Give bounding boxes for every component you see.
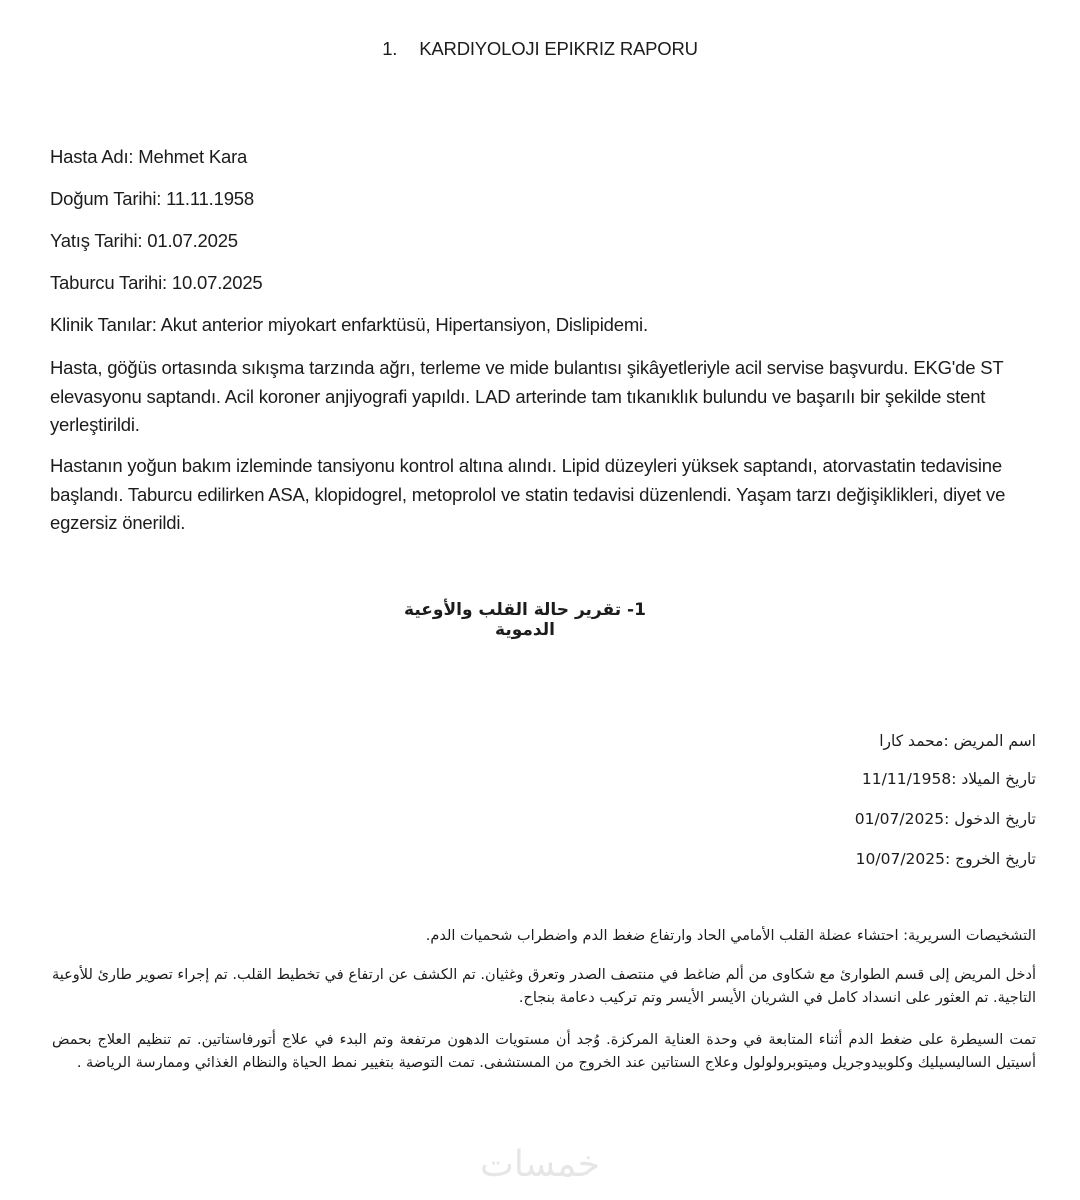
birth-date-field: Doğum Tarihi: 11.11.1958 xyxy=(50,188,254,209)
title-number: 1. xyxy=(382,38,398,59)
arabic-clinical-diagnoses: التشخيصات السريرية: احتشاء عضلة القلب الأمامي الحاد وارتفاع ضغط الدم واضطراب شحميات الدم. xyxy=(425,928,1036,944)
arabic-clinical-history-paragraph: أدخل المريض إلى قسم الطوارئ مع شكاوى من ألم ضاغط في منتصف الصدر وتعرق وغثيان. تم الكشف عن ارتفاع في تخطيط القلب. تم إجراء تصوير طارئ للأوعية التاجية. تم العثور على انسداد كامل في الشريان الأيسر الأيسر وتم تركيب دعامة بنجاح. xyxy=(52,967,1036,1006)
arabic-patient-name-field: اسم المريض :محمد كارا xyxy=(879,732,1036,750)
clinical-diagnoses: Klinik Tanılar: Akut anterior miyokart enfarktüsü, Hipertansiyon, Dislipidemi. xyxy=(50,314,648,335)
admission-date-field: Yatış Tarihi: 01.07.2025 xyxy=(50,230,238,251)
discharge-date-field: Taburcu Tarihi: 10.07.2025 xyxy=(50,272,263,293)
turkish-report-title xyxy=(0,38,1080,60)
arabic-discharge-date-field: تاريخ الخروج :10/07/2025 xyxy=(855,850,1036,868)
patient-name-field: Hasta Adı: Mehmet Kara xyxy=(50,146,248,167)
arabic-treatment-paragraph: تمت السيطرة على ضغط الدم أثناء المتابعة في وحدة العناية المركزة. وُجد أن مستويات الدهون مرتفعة وتم البدء في علاج أتورفاستاتين. تم تنظيم العلاج بحمض أسيتيل الساليسيليك وكلوبيدوجريل وميتوبرولولول وعلاج الستاتين عند الخروج من المستشفى. تمت التوصية بتغيير نمط الحياة والنظام الغذائي وممارسة الرياضة . xyxy=(52,1032,1036,1071)
treatment-paragraph: Hastanın yoğun bakım izleminde tansiyonu kontrol altına alındı. Lipid düzeyleri yüksek saptandı, atorvastatin tedavisine başlandı. Taburcu edilirken ASA, klopidogrel, metoprolol ve statin tedavisi düzenlendi. Yaşam tarzı değişiklikleri, diyet ve egzersiz önerildi. xyxy=(50,455,1006,533)
arabic-report-title: 1- تقرير حالة القلب والأوعية الدموية xyxy=(404,600,646,640)
watermark-logo: خمسات xyxy=(479,1144,601,1185)
arabic-birth-date-field: تاريخ الميلاد :11/11/1958 xyxy=(861,770,1036,788)
title-text: KARDIYOLOJI EPIKRIZ RAPORU xyxy=(419,38,698,59)
arabic-admission-date-field: تاريخ الدخول :01/07/2025 xyxy=(854,810,1036,828)
clinical-history-paragraph: Hasta, göğüs ortasında sıkışma tarzında ağrı, terleme ve mide bulantısı şikâyetleriyle acil servise başvurdu. EKG'de ST elevasyonu saptandı. Acil koroner anjiyografi yapıldı. LAD arterinde tam tıkanıklık bulundu ve başarılı bir şekilde stent yerleştirildi. xyxy=(50,357,1004,435)
